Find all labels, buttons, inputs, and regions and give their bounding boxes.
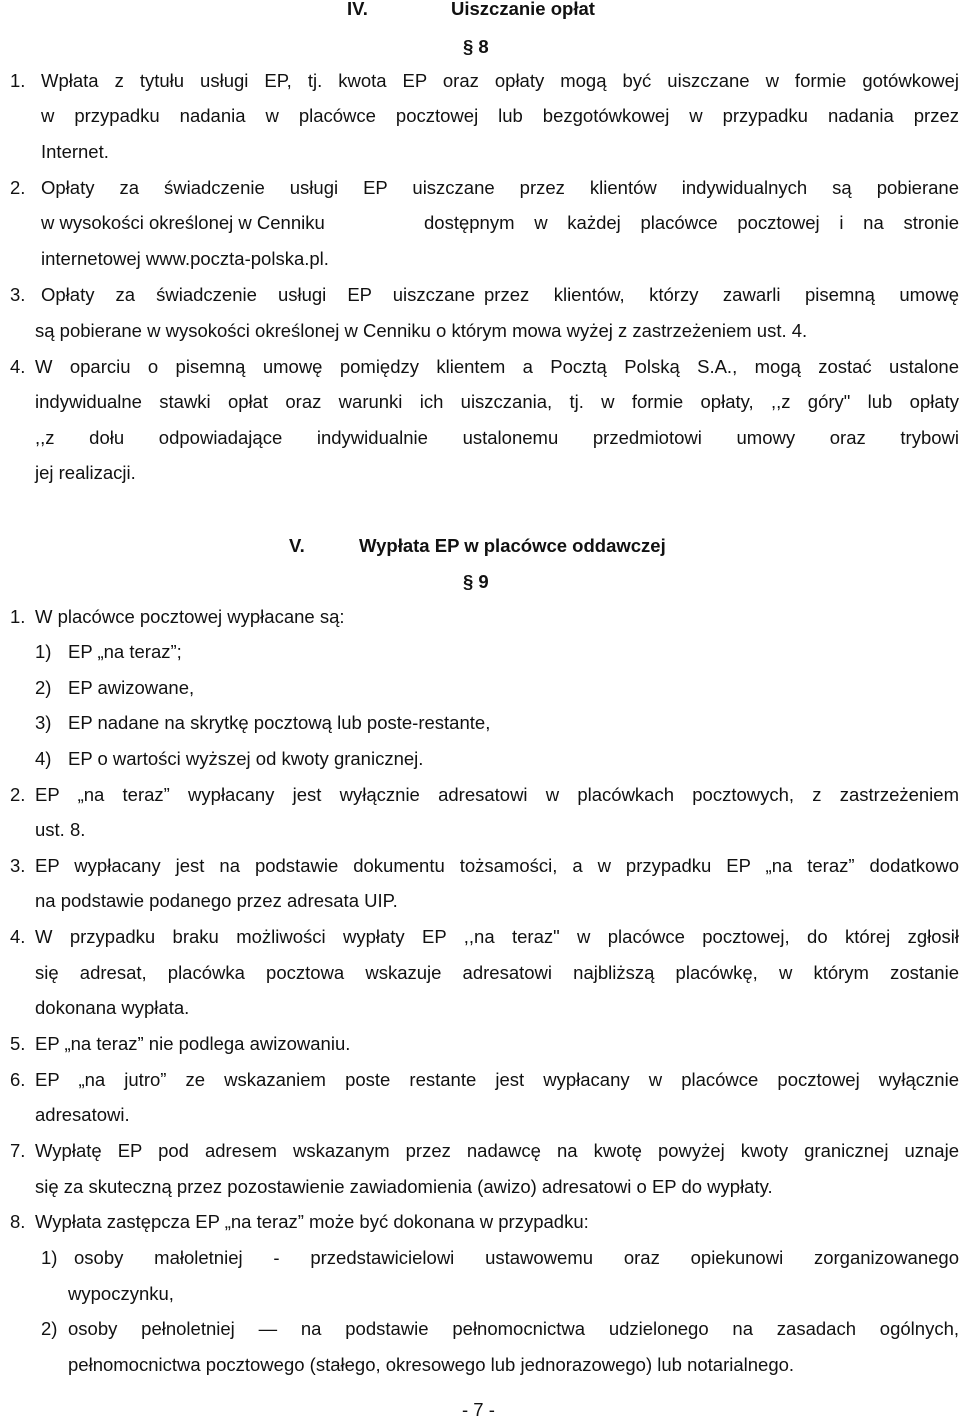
section-4-paragraph-mark: § 8	[463, 36, 489, 57]
item-5-8-1-number: 1)	[41, 1247, 58, 1268]
item-4-2-number: 2.	[10, 177, 26, 198]
item-4-3-line-1a: Opłaty za świadczenie usługi EP uiszczane	[41, 284, 475, 305]
item-5-1-line-1: W placówce pocztowej wypłacane są:	[35, 606, 345, 627]
item-5-8-2-line-2: pełnomocnictwa pocztowego (stałego, okresowego lub jednorazowego) lub notarialnego.	[68, 1354, 795, 1375]
item-5-4-line-2: się adresat, placówka pocztowa wskazuje adresatowi najbliższą placówkę, w którym zostanie	[35, 962, 959, 983]
item-5-1-number: 1.	[10, 606, 26, 627]
item-4-3-line-1b: przez klientów, którzy zawarli pisemną umowę	[484, 284, 959, 305]
item-5-4-line-1: W przypadku braku możliwości wypłaty EP ,,na teraz" w placówce pocztowej, do której zgłosił	[35, 926, 959, 947]
item-5-8-1-line-2: wypoczynku,	[68, 1283, 174, 1304]
item-5-1-1-line: EP „na teraz”;	[68, 641, 182, 662]
item-4-3-line-2: są pobierane w wysokości określonej w Cenniku o którym mowa wyżej z zastrzeżeniem ust. 4.	[35, 320, 808, 341]
item-5-8-1-line-1: osoby małoletniej - przedstawicielowi ustawowemu oraz opiekunowi zorganizowanego	[74, 1247, 959, 1268]
item-5-6-number: 6.	[10, 1069, 26, 1090]
item-4-1-number: 1.	[10, 70, 26, 91]
item-4-4-line-4: jej realizacji.	[35, 462, 136, 483]
item-4-4-number: 4.	[10, 356, 26, 377]
item-5-1-3-number: 3)	[35, 712, 52, 733]
item-4-1-line-2: w przypadku nadania w placówce pocztowej lub bezgotówkowej w przypadku nadania przez	[41, 105, 959, 126]
item-5-2-line-1: EP „na teraz” wypłacany jest wyłącznie adresatowi w placówkach pocztowych, z zastrzeżeniem	[35, 784, 959, 805]
section-4-title: Uiszczanie opłat	[451, 0, 595, 19]
item-5-8-line-1: Wypłata zastępcza EP „na teraz” może być dokonana w przypadku:	[35, 1211, 589, 1232]
item-5-4-line-3: dokonana wypłata.	[35, 997, 190, 1018]
item-5-1-2-number: 2)	[35, 677, 52, 698]
item-5-7-number: 7.	[10, 1140, 26, 1161]
item-5-6-line-2: adresatowi.	[35, 1104, 130, 1125]
item-5-8-2-number: 2)	[41, 1318, 58, 1339]
item-5-1-4-line: EP o wartości wyższej od kwoty granicznej.	[68, 748, 424, 769]
item-4-2-line-1: Opłaty za świadczenie usługi EP uiszczane przez klientów indywidualnych są pobierane	[41, 177, 959, 198]
item-5-2-line-2: ust. 8.	[35, 819, 86, 840]
item-5-1-2-line: EP awizowane,	[68, 677, 195, 698]
item-5-4-number: 4.	[10, 926, 26, 947]
item-5-8-2-line-1: osoby pełnoletniej — na podstawie pełnomocnictwa udzielonego na zasadach ogólnych,	[68, 1318, 959, 1339]
item-4-4-line-3: ,,z dołu odpowiadające indywidualnie ustalonemu przedmiotowi umowy oraz trybowi	[35, 427, 959, 448]
item-4-2-line-2a: w wysokości określonej w Cenniku	[41, 212, 325, 233]
item-5-8-number: 8.	[10, 1211, 26, 1232]
item-5-5-line-1: EP „na teraz” nie podlega awizowaniu.	[35, 1033, 351, 1054]
item-5-5-number: 5.	[10, 1033, 26, 1054]
item-5-7-line-2: się za skuteczną przez pozostawienie zawiadomienia (awizo) adresatowi o EP do wypłaty.	[35, 1176, 773, 1197]
section-5-roman: V.	[289, 535, 305, 556]
item-4-2-line-3: internetowej www.poczta-polska.pl.	[41, 248, 329, 269]
item-5-7-line-1: Wypłatę EP pod adresem wskazanym przez nadawcę na kwotę powyżej kwoty granicznej uznaje	[35, 1140, 959, 1161]
item-5-3-line-2: na podstawie podanego przez adresata UIP.	[35, 890, 398, 911]
item-5-2-number: 2.	[10, 784, 26, 805]
item-4-2-line-2b: dostępnym w każdej placówce pocztowej i na stronie	[424, 212, 959, 233]
section-5-paragraph-mark: § 9	[463, 571, 489, 592]
item-4-4-line-1: W oparciu o pisemną umowę pomiędzy klientem a Pocztą Polską S.A., mogą zostać ustalone	[35, 356, 959, 377]
item-5-3-number: 3.	[10, 855, 26, 876]
item-5-3-line-1: EP wypłacany jest na podstawie dokumentu tożsamości, a w przypadku EP „na teraz” dodatkowo	[35, 855, 959, 876]
item-5-1-4-number: 4)	[35, 748, 52, 769]
item-4-4-line-2: indywidualne stawki opłat oraz warunki ich uiszczania, tj. w formie opłaty, ,,z góry" lub opłaty	[35, 391, 959, 412]
item-4-3-number: 3.	[10, 284, 26, 305]
page-number: - 7 -	[462, 1399, 495, 1420]
item-5-1-3-line: EP nadane na skrytkę pocztową lub poste-restante,	[68, 712, 491, 733]
item-5-6-line-1: EP „na jutro” ze wskazaniem poste restante jest wypłacany w placówce pocztowej wyłącznie	[35, 1069, 959, 1090]
item-4-1-line-1: Wpłata z tytułu usługi EP, tj. kwota EP oraz opłaty mogą być uiszczane w formie gotówkowej	[41, 70, 959, 91]
item-5-1-1-number: 1)	[35, 641, 52, 662]
section-4-roman: IV.	[347, 0, 368, 19]
item-4-1-line-3: Internet.	[41, 141, 109, 162]
section-5-title: Wypłata EP w placówce oddawczej	[359, 535, 666, 556]
